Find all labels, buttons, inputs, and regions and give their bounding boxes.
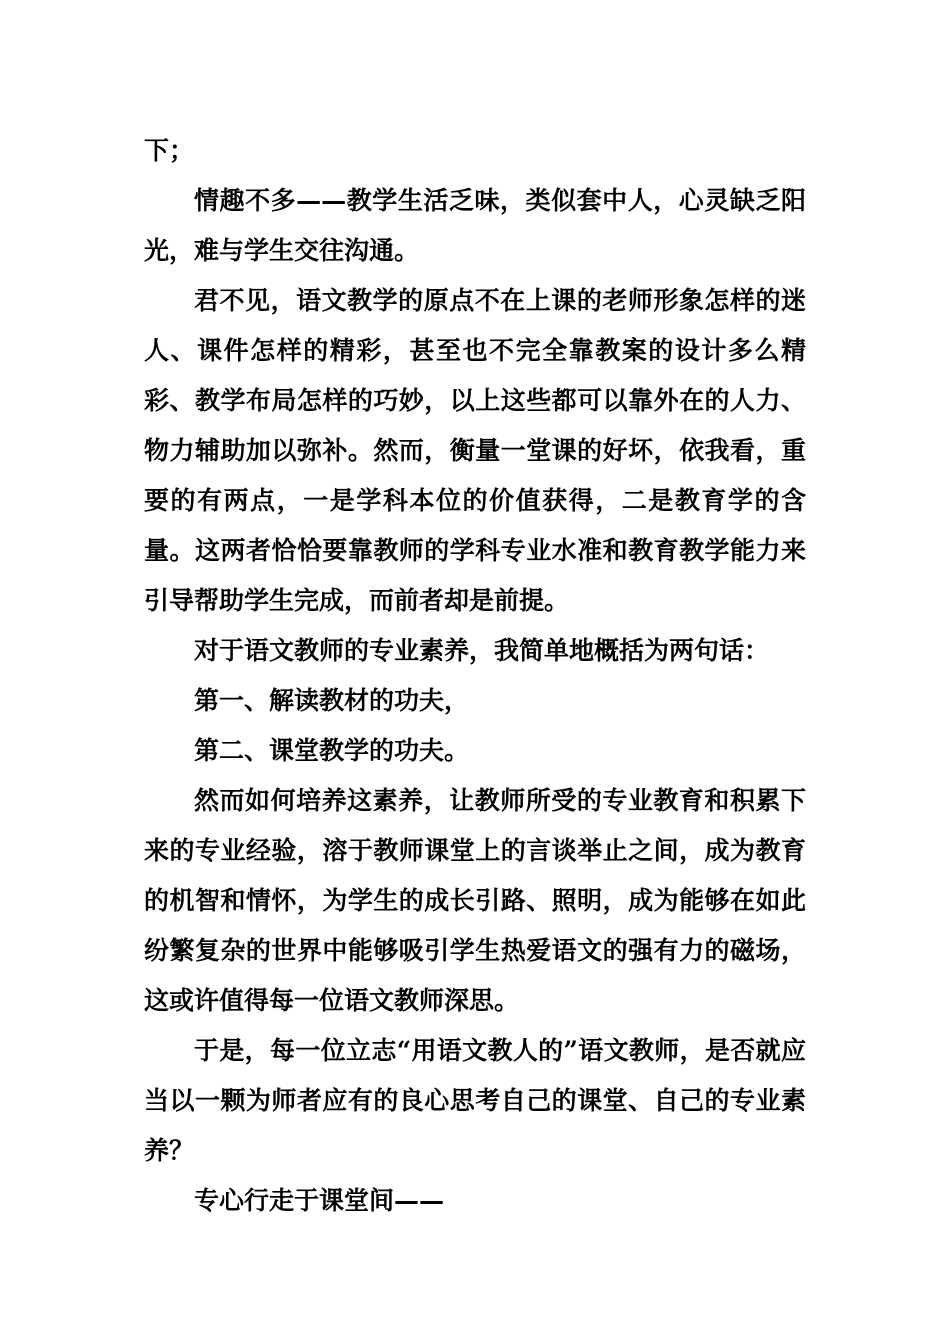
paragraph-point-two: 第二、课堂教学的功夫。: [194, 736, 470, 765]
paragraph-heading-walking: 专心行走于课堂间——: [194, 1186, 445, 1215]
body-text: [144, 126, 806, 1226]
paragraph-professional-literacy: 对于语文教师的专业素养，我简单地概括为两句话：: [194, 636, 770, 665]
paragraph-origin-of-teaching: 君不见，语文教学的原点不在上课的老师形象怎样的迷人、课件怎样的精彩，甚至也不完全靠教案的设计多么精彩、教学布局怎样的巧妙，以上这些都可以靠外在的人力、物力辅助加以弥补。然而，衡量一堂课的好坏，依我看，重要的有两点，一是学科本位的价值获得，二是教育学的含量。这两者恰恰要靠教师的学科专业水准和教育教学能力来引导帮助学生完成，而前者却是前提。: [144, 286, 806, 615]
paragraph-interest: 情趣不多——教学生活乏味，类似套中人，心灵缺乏阳光，难与学生交往沟通。: [144, 186, 806, 265]
paragraph-reflection: 于是，每一位立志“用语文教人的”语文教师，是否就应当以一颗为师者应有的良心思考自己的课堂、自己的专业素养？: [144, 1036, 806, 1165]
paragraph-point-one: 第一、解读教材的功夫，: [194, 686, 470, 715]
paragraph-continuation: 下；: [144, 136, 195, 165]
paragraph-how-to-cultivate: 然而如何培养这素养，让教师所受的专业教育和积累下来的专业经验，溶于教师课堂上的言谈举止之间，成为教育的机智和情怀，为学生的成长引路、照明，成为能够在如此纷繁复杂的世界中能够吸引学生热爱语文的强有力的磁场，这或许值得每一位语文教师深思。: [144, 786, 806, 1015]
